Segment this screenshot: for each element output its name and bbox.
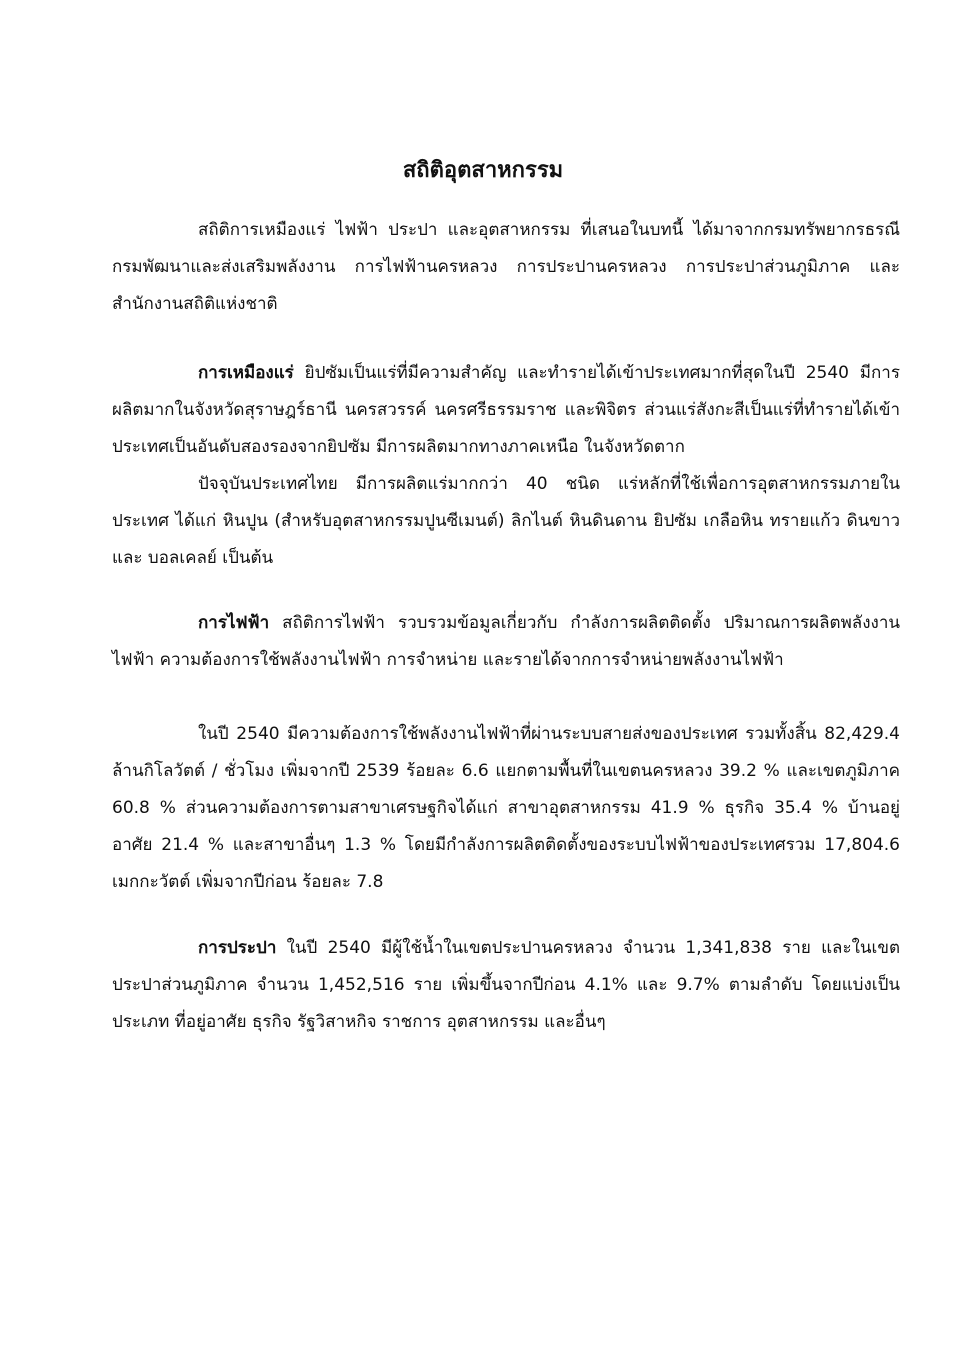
page-title: สถิติอุตสาหกรรม xyxy=(402,158,564,183)
electricity-paragraph-2: ในปี 2540 มีความต้องการใช้พลังงานไฟฟ้าที่ผ่านระบบสายส่งของประเทศ รวมทั้งสิ้น 82,429.4 ล้านกิโลวัตต์ / ชั่วโมง เพิ่มจากปี 2539 ร้อยละ 6.6 แยกตามพื้นที่ในเขตนครหลวง 39.2 % และเขตภูมิภาค 60.8 % ส่วนความต้องการตามสาขาเศรษฐกิจได้แก่ สาขาอุตสาหกรรม 41.9 % ธุรกิจ 35.4 % บ้านอยู่อาศัย 21.4 % และสาขาอื่นๆ 1.3 % โดยมีกำลังการผลิตติดตั้งของระบบไฟฟ้าของประเทศรวม 17,804.6 เมกกะวัตต์ เพิ่มจากปีก่อน ร้อยละ 7.8 xyxy=(112,724,900,892)
water-heading: การประปา xyxy=(198,938,277,958)
electricity-text: สถิติการไฟฟ้า รวบรวมข้อมูลเกี่ยวกับ กำลังการผลิตติดตั้ง ปริมาณการผลิตพลังงานไฟฟ้า ความต้องการใช้พลังงานไฟฟ้า การจำหน่าย และรายได้จากการจำหน่ายพลังงานไฟฟ้า xyxy=(112,613,900,670)
mining-heading: การเหมืองแร่ xyxy=(198,363,294,383)
water-paragraph xyxy=(112,930,900,1041)
intro-paragraph: สถิติการเหมืองแร่ ไฟฟ้า ประปา และอุตสาหกรรม ที่เสนอในบทนี้ ได้มาจากกรมทรัพยากรธรณี กรมพัฒนาและส่งเสริมพลังงาน การไฟฟ้านครหลวง การประปานครหลวง การประปาส่วนภูมิภาค และสำนักงานสถิติแห่งชาติ xyxy=(112,220,900,314)
water-text: ในปี 2540 มีผู้ใช้น้ำในเขตประปานครหลวง จำนวน 1,341,838 ราย และในเขตประปาส่วนภูมิภาค จำนวน 1,452,516 ราย เพิ่มขึ้นจากปีก่อน 4.1% และ 9.7% ตามลำดับ โดยแบ่งเป็นประเภท ที่อยู่อาศัย ธุรกิจ รัฐวิสาหกิจ ราชการ อุตสาหกรรม และอื่นๆ xyxy=(112,938,900,1032)
mining-text: ยิปซัมเป็นแร่ที่มีความสำคัญ และทำรายได้เข้าประเทศมากที่สุดในปี 2540 มีการผลิตมากในจังหวัดสุราษฎร์ธานี นครสวรรค์ นครศรีธรรมราช และพิจิตร ส่วนแร่สังกะสีเป็นแร่ที่ทำรายได้เข้าประเทศเป็นอันดับสองรองจากยิปซัม มีการผลิตมากทางภาคเหนือ ในจังหวัดตาก xyxy=(112,363,900,457)
mining-paragraph xyxy=(112,355,900,466)
electricity-heading: การไฟฟ้า xyxy=(198,613,270,633)
mining-paragraph-2: ปัจจุบันประเทศไทย มีการผลิตแร่มากกว่า 40 ชนิด แร่หลักที่ใช้เพื่อการอุตสาหกรรมภายในประเทศ ได้แก่ หินปูน (สำหรับอุตสาหกรรมปูนซีเมนต์) ลิกไนต์ หินดินดาน ยิปซัม เกลือหิน ทรายแก้ว ดินขาว และ บอลเคลย์ เป็นต้น xyxy=(112,474,900,568)
electricity-paragraph xyxy=(112,605,900,679)
